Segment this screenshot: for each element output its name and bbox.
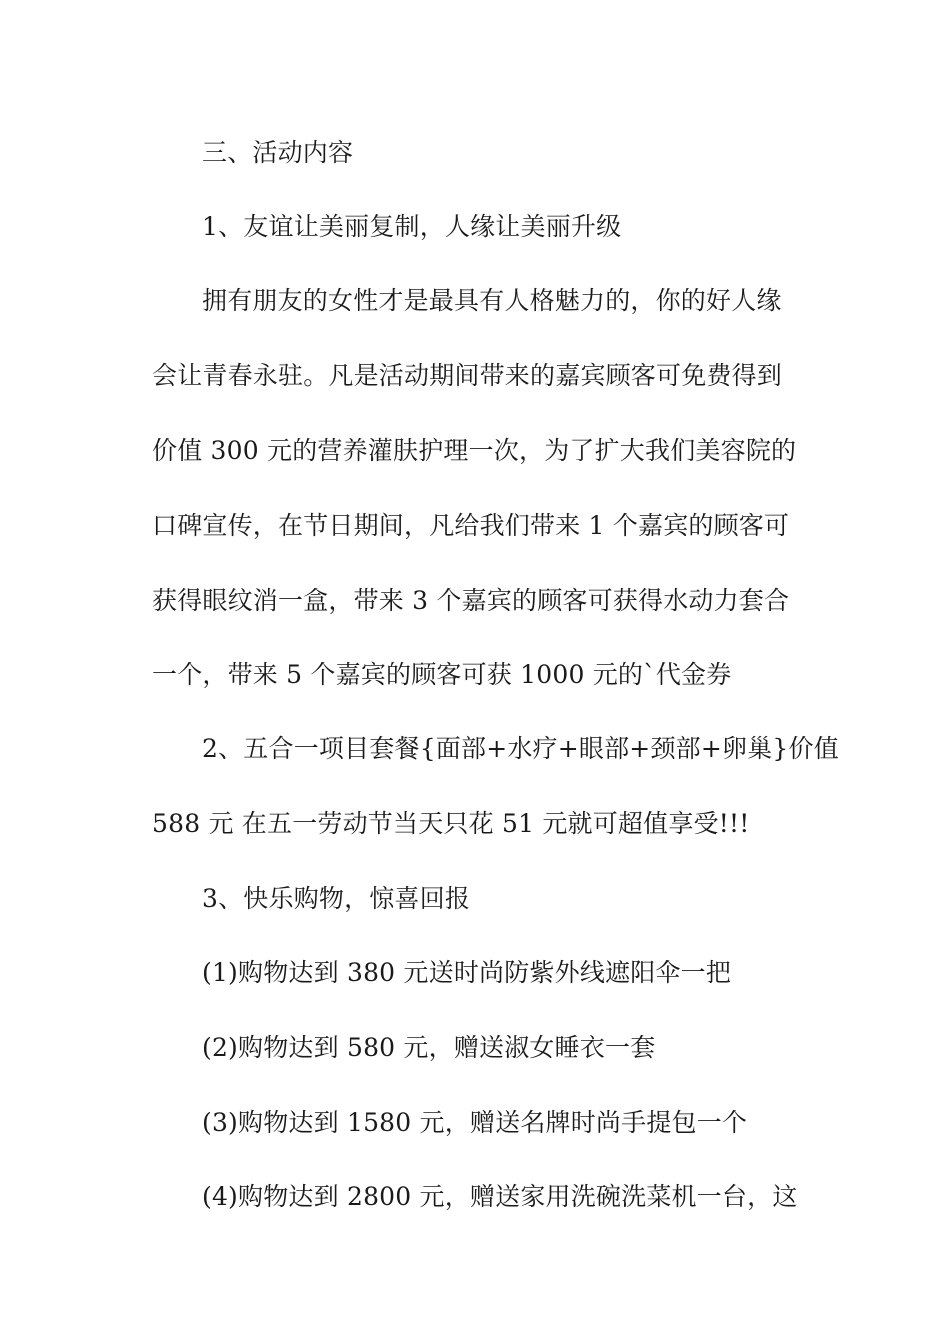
paragraph-line: 拥有朋友的女性才是最具有人格魅力的，你的好人缘	[202, 286, 782, 315]
list-item: (4)购物达到 2800 元，赠送家用洗碗洗菜机一台，这	[202, 1182, 798, 1211]
item-heading-2: 2、五合一项目套餐{面部+水疗+眼部+颈部+卵巢}价值	[202, 734, 839, 763]
list-item: (1)购物达到 380 元送时尚防紫外线遮阳伞一把	[202, 958, 732, 987]
paragraph-line: 价值 300 元的营养灌肤护理一次，为了扩大我们美容院的	[152, 436, 797, 465]
section-heading: 三、活动内容	[202, 138, 354, 167]
list-item: (2)购物达到 580 元，赠送淑女睡衣一套	[202, 1033, 656, 1062]
paragraph-line: 588 元 在五一劳动节当天只花 51 元就可超值享受!!!	[152, 809, 750, 838]
item-heading-3: 3、快乐购物，惊喜回报	[202, 884, 471, 913]
item-heading-1: 1、友谊让美丽复制，人缘让美丽升级	[202, 212, 622, 241]
paragraph-line: 获得眼纹消一盒，带来 3 个嘉宾的顾客可获得水动力套合	[152, 586, 790, 615]
list-item: (3)购物达到 1580 元，赠送名牌时尚手提包一个	[202, 1108, 748, 1137]
paragraph-line: 一个，带来 5 个嘉宾的顾客可获 1000 元的`代金券	[152, 660, 732, 689]
paragraph-line: 会让青春永驻。凡是活动期间带来的嘉宾顾客可免费得到	[152, 361, 783, 390]
paragraph-line: 口碑宣传，在节日期间，凡给我们带来 1 个嘉宾的顾客可	[152, 511, 790, 540]
